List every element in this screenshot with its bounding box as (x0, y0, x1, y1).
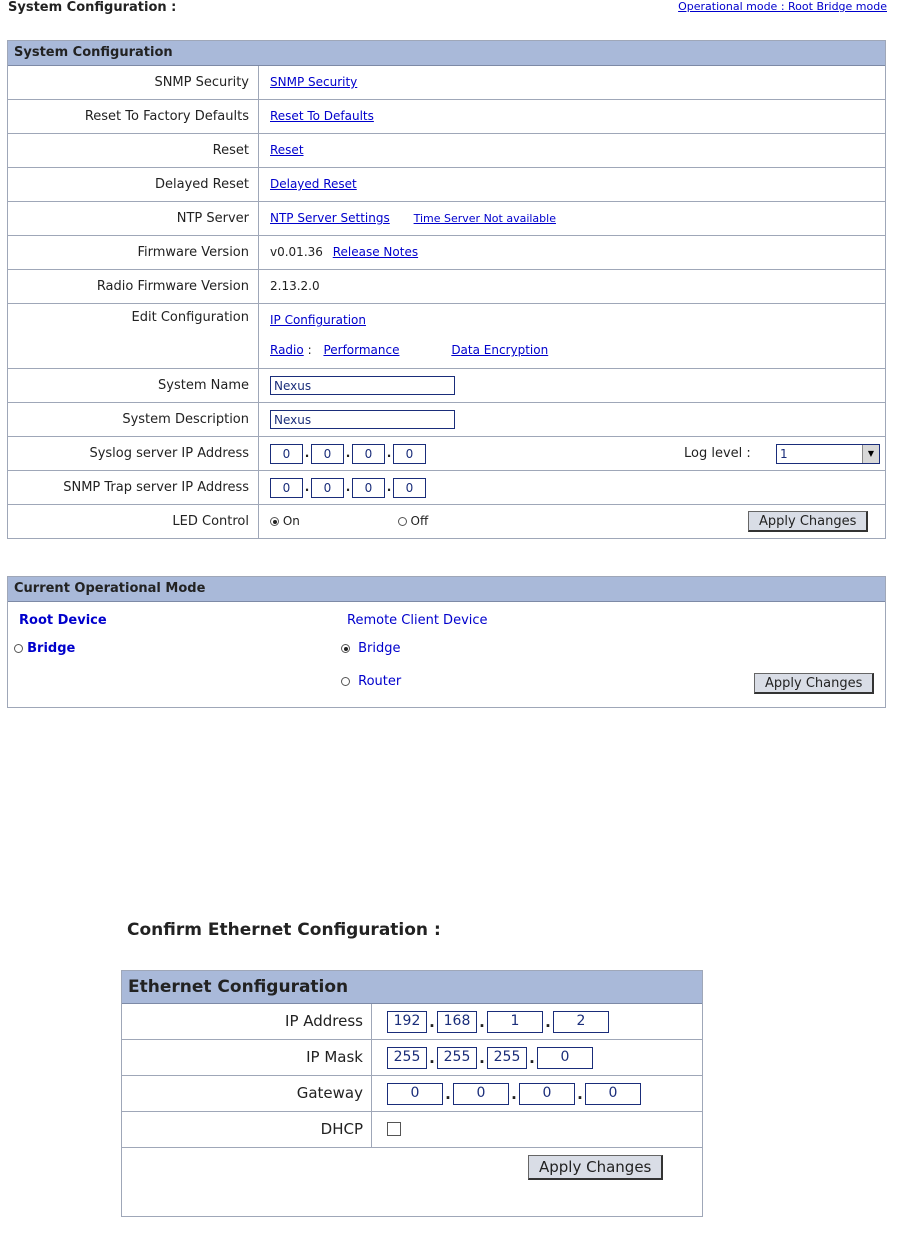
page-title: System Configuration : (8, 0, 177, 15)
delayed-reset-link[interactable]: Delayed Reset (270, 177, 357, 191)
system-configuration-heading: System Configuration (8, 41, 885, 66)
operational-mode-heading: Current Operational Mode (8, 577, 885, 602)
release-notes-link[interactable]: Release Notes (332, 245, 419, 259)
snmp-security-row (8, 66, 885, 100)
remote-router-label: Router (358, 674, 402, 689)
ntp-server-label: NTP Server (8, 202, 259, 235)
remote-bridge-option[interactable] (341, 641, 401, 656)
led-off-label: Off (410, 514, 429, 528)
ip-separator: . (304, 446, 310, 460)
ip-address-label: IP Address (122, 1004, 372, 1039)
radio-firmware-value: 2.13.2.0 (270, 279, 320, 293)
ip-separator: . (529, 1049, 535, 1067)
system-description-label: System Description (8, 403, 259, 436)
syslog-ip-octet-1[interactable]: 0 (270, 444, 303, 464)
remote-client-label: Remote Client Device (347, 613, 488, 628)
gateway-octet-3[interactable]: 0 (519, 1083, 575, 1105)
root-device-label: Root Device (19, 613, 107, 628)
syslog-server-row (8, 437, 885, 471)
ethernet-apply-row (122, 1148, 702, 1186)
syslog-ip-octet-3[interactable]: 0 (352, 444, 385, 464)
remote-bridge-label: Bridge (358, 641, 401, 656)
time-server-status-link[interactable]: Time Server Not available (413, 212, 556, 225)
delayed-reset-label: Delayed Reset (8, 168, 259, 201)
ntp-server-row (8, 202, 885, 236)
ethernet-apply-button[interactable]: Apply Changes (528, 1155, 663, 1180)
log-level-value: 1 (780, 447, 788, 461)
reset-label: Reset (8, 134, 259, 167)
gateway-octet-4[interactable]: 0 (585, 1083, 641, 1105)
ip-separator: . (577, 1085, 583, 1103)
radio-colon: : (307, 343, 312, 357)
led-on-radio[interactable] (270, 517, 279, 526)
opmode-apply-button[interactable]: Apply Changes (754, 673, 874, 694)
snmp-trap-server-label: SNMP Trap server IP Address (8, 471, 259, 504)
led-control-label: LED Control (8, 505, 259, 538)
ip-separator: . (386, 446, 392, 460)
led-off-radio[interactable] (398, 517, 407, 526)
ip-separator: . (429, 1013, 435, 1031)
snmp-trap-server-row (8, 471, 885, 505)
mask-octet-3[interactable]: 255 (487, 1047, 527, 1069)
firmware-version-label: Firmware Version (8, 236, 259, 269)
system-name-label: System Name (8, 369, 259, 402)
dhcp-label: DHCP (122, 1112, 372, 1147)
gateway-octet-1[interactable]: 0 (387, 1083, 443, 1105)
system-name-row (8, 369, 885, 403)
gateway-label: Gateway (122, 1076, 372, 1111)
mask-octet-1[interactable]: 255 (387, 1047, 427, 1069)
syslog-server-label: Syslog server IP Address (8, 437, 259, 470)
led-control-row (8, 505, 885, 538)
ip-octet-1[interactable]: 192 (387, 1011, 427, 1033)
trap-ip-octet-4[interactable]: 0 (393, 478, 426, 498)
firmware-version-value: v0.01.36 (270, 245, 323, 259)
firmware-version-row (8, 236, 885, 270)
led-on-label: On (282, 514, 300, 528)
gateway-row (122, 1076, 702, 1112)
radio-firmware-row (8, 270, 885, 304)
ip-separator: . (345, 480, 351, 494)
ip-separator: . (429, 1049, 435, 1067)
radio-link[interactable]: Radio (270, 343, 304, 357)
apply-changes-button[interactable]: Apply Changes (748, 511, 868, 532)
operational-mode-panel (7, 576, 886, 708)
trap-ip-octet-3[interactable]: 0 (352, 478, 385, 498)
ip-octet-4[interactable]: 2 (553, 1011, 609, 1033)
root-bridge-radio[interactable] (14, 644, 23, 653)
ip-separator: . (511, 1085, 517, 1103)
log-level-label: Log level : (684, 446, 751, 461)
mask-octet-2[interactable]: 255 (437, 1047, 477, 1069)
reset-link[interactable]: Reset (270, 143, 304, 157)
syslog-ip-octet-2[interactable]: 0 (311, 444, 344, 464)
system-configuration-panel (7, 40, 886, 539)
dhcp-row (122, 1112, 702, 1148)
edit-configuration-label: Edit Configuration (8, 304, 259, 368)
ip-separator: . (304, 480, 310, 494)
factory-reset-label: Reset To Factory Defaults (8, 100, 259, 133)
snmp-security-link[interactable]: SNMP Security (270, 75, 358, 89)
radio-firmware-label: Radio Firmware Version (8, 270, 259, 303)
performance-link[interactable]: Performance (323, 343, 400, 357)
ip-separator: . (345, 446, 351, 460)
ip-separator: . (386, 480, 392, 494)
ethernet-configuration-heading: Ethernet Configuration (122, 971, 702, 1004)
ip-octet-2[interactable]: 168 (437, 1011, 477, 1033)
gateway-octet-2[interactable]: 0 (453, 1083, 509, 1105)
mask-octet-4[interactable]: 0 (537, 1047, 593, 1069)
syslog-ip-octet-4[interactable]: 0 (393, 444, 426, 464)
root-bridge-label: Bridge (27, 641, 76, 656)
ip-separator: . (445, 1085, 451, 1103)
system-description-row (8, 403, 885, 437)
ip-separator: . (479, 1049, 485, 1067)
remote-router-radio[interactable] (341, 677, 350, 686)
delayed-reset-row (8, 168, 885, 202)
remote-bridge-radio[interactable] (341, 644, 350, 653)
factory-reset-row (8, 100, 885, 134)
ip-separator: . (545, 1013, 551, 1031)
ethernet-page-title: Confirm Ethernet Configuration : (127, 920, 441, 940)
reset-row (8, 134, 885, 168)
ip-octet-3[interactable]: 1 (487, 1011, 543, 1033)
edit-configuration-row (8, 304, 885, 369)
reset-to-defaults-link[interactable]: Reset To Defaults (270, 109, 374, 123)
trap-ip-octet-2[interactable]: 0 (311, 478, 344, 498)
system-name-input[interactable]: Nexus (270, 376, 455, 395)
ip-separator: . (479, 1013, 485, 1031)
log-level-select[interactable] (776, 444, 880, 464)
ethernet-configuration-panel (121, 970, 703, 1217)
snmp-security-label: SNMP Security (8, 66, 259, 99)
dropdown-arrow-icon[interactable]: ▼ (862, 445, 879, 463)
ntp-server-settings-link[interactable]: NTP Server Settings (270, 211, 390, 225)
trap-ip-octet-1[interactable]: 0 (270, 478, 303, 498)
remote-router-option[interactable] (341, 674, 401, 689)
ip-mask-label: IP Mask (122, 1040, 372, 1075)
ip-address-row (122, 1004, 702, 1040)
root-bridge-option[interactable] (14, 641, 75, 656)
data-encryption-link[interactable]: Data Encryption (451, 343, 549, 357)
operational-mode-link[interactable]: Operational mode : Root Bridge mode (678, 0, 887, 13)
ip-configuration-link[interactable]: IP Configuration (270, 313, 366, 327)
ip-mask-row (122, 1040, 702, 1076)
system-description-input[interactable]: Nexus (270, 410, 455, 429)
dhcp-checkbox[interactable] (387, 1122, 401, 1136)
